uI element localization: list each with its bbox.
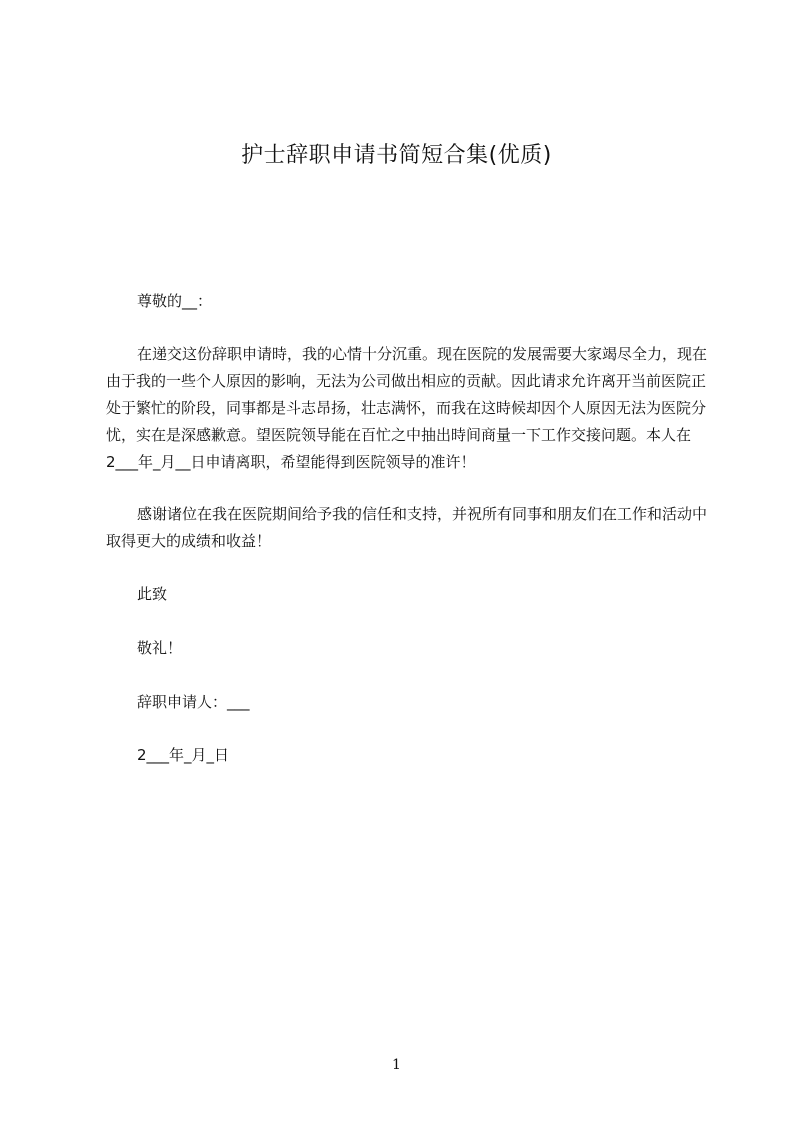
- document-title: 护士辞职申请书简短合集(优质): [241, 143, 552, 168]
- closing-line-1: 此致: [137, 585, 168, 603]
- closing-line-2: 敬礼！: [137, 639, 183, 657]
- page-number: 1: [392, 1057, 401, 1073]
- body-paragraph-1: 在递交这份辞职申请時，我的心情十分沉重。现在医院的发展需要大家竭尽全力，现在由于我的一些个人原因的影响，无法为公司做出相应的贡献。因此请求允许离开当前医院正处于繁忙的阶段，同事都是斗志昂扬，壮志满怀，而我在这時候却因个人原因无法为医院分忧，实在是深感歉意。望医院领导能在百忙之中抽出時间商量一下工作交接问题。本人在 2___年_月__日申请离职，希望能得到医院领导的准许！: [106, 345, 708, 471]
- salutation: 尊敬的__：: [137, 292, 213, 310]
- signature-line: 辞职申请人：___: [137, 693, 250, 711]
- body-paragraph-2: 感谢诸位在我在医院期间给予我的信任和支持，并祝所有同事和朋友们在工作和活动中取得更大的成绩和收益！: [106, 505, 708, 550]
- date-line: 2___年_月_日: [137, 746, 230, 764]
